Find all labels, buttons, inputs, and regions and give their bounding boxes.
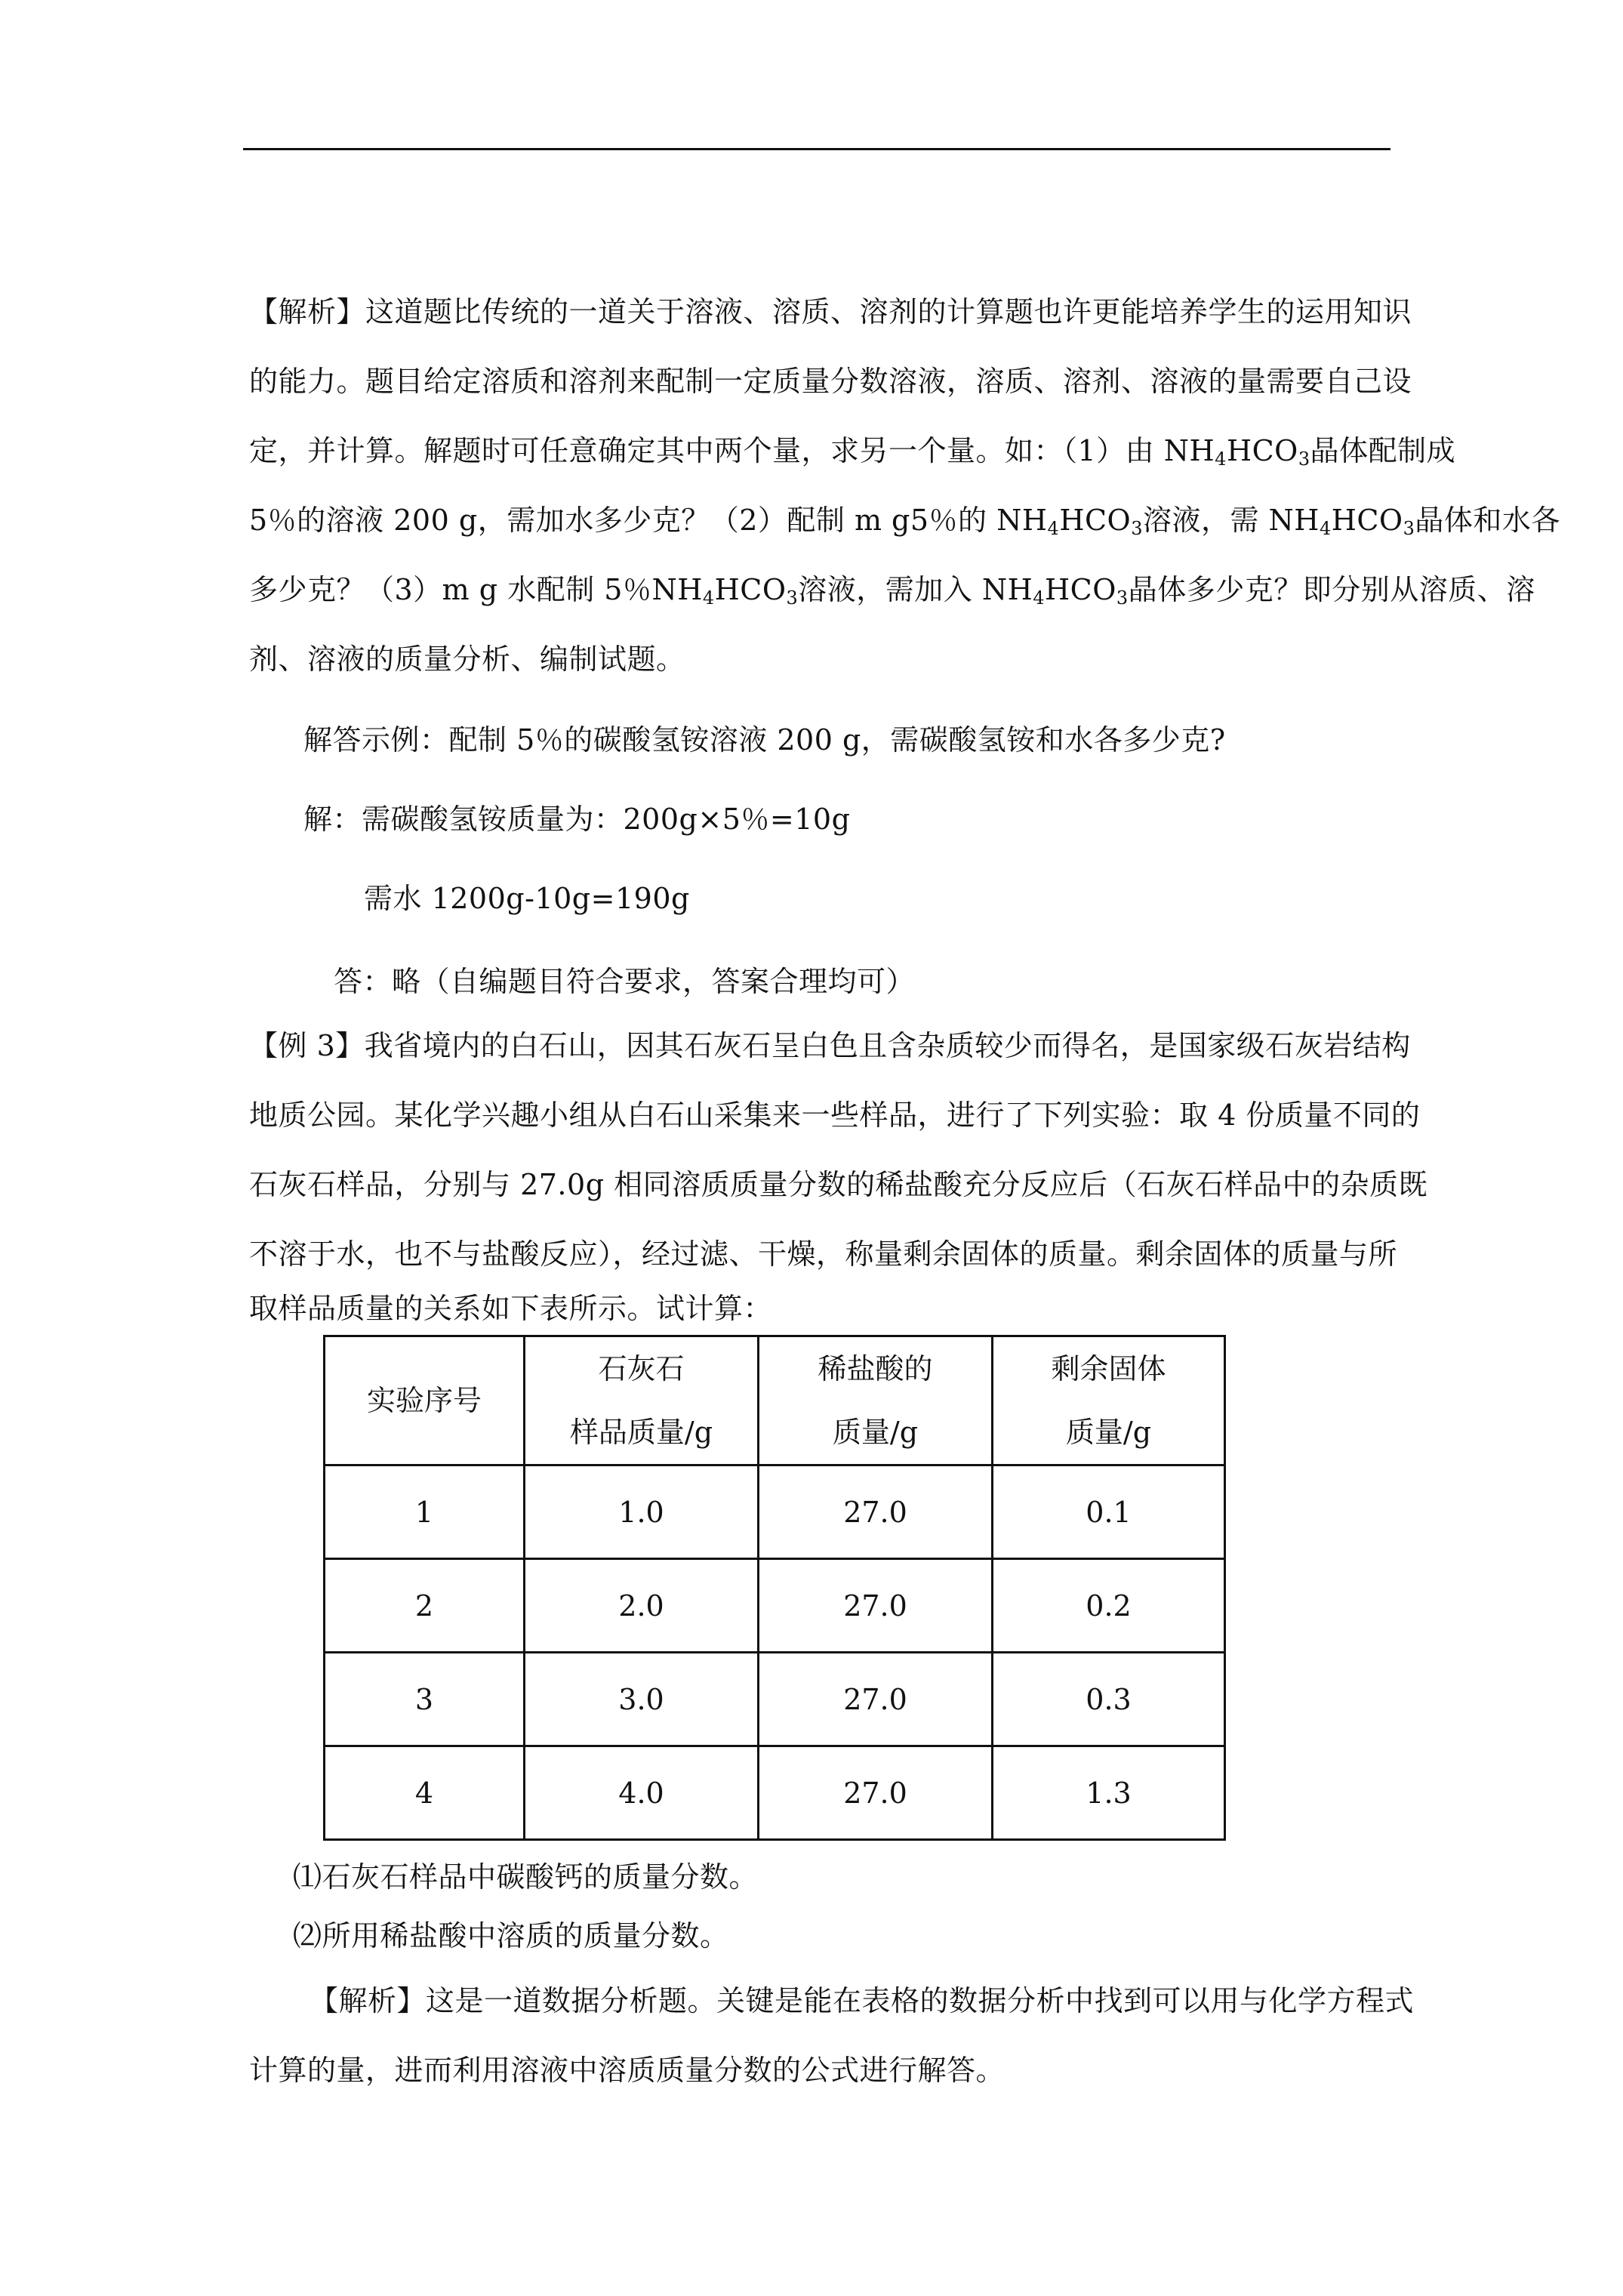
header-rule	[243, 148, 1390, 150]
table-cell: 1	[325, 1465, 525, 1559]
table-cell: 2.0	[525, 1559, 759, 1653]
header-cell: 石灰石 样品质量/g	[525, 1336, 759, 1465]
table-row	[325, 1653, 1225, 1746]
table-cell: 0.1	[993, 1465, 1225, 1559]
table-cell: 27.0	[759, 1746, 993, 1840]
table-cell: 1.3	[993, 1746, 1225, 1840]
table-cell: 27.0	[759, 1653, 993, 1746]
example3-line-2: 地质公园。某化学兴趣小组从白石山采集来一些样品，进行了下列实验：取 4 份质量不同的	[249, 1099, 1421, 1132]
table-cell: 27.0	[759, 1465, 993, 1559]
intro-line-2: 的能力。题目给定溶质和溶剂来配制一定质量分数溶液，溶质、溶剂、溶液的量需要自己设	[249, 365, 1412, 398]
example3-line-4: 不溶于水，也不与盐酸反应），经过滤、干燥，称量剩余固体的质量。剩余固体的质量与所	[249, 1237, 1398, 1271]
analysis2-line-2: 计算的量，进而利用溶液中溶质质量分数的公式进行解答。	[249, 2054, 1006, 2087]
header-cell: 实验序号	[325, 1336, 525, 1465]
example3-line-5: 取样品质量的关系如下表所示。试计算：	[249, 1292, 773, 1325]
solution-step-2: 需水 1200g-10g=190g	[364, 882, 690, 915]
intro-line-4: 5％的溶液 200 g，需加水多少克？（2）配制 m g5％的 $NH_4HCO_3$溶液，需 $NH_4HCO_3$晶体和水各	[249, 504, 1560, 539]
table-cell: 27.0	[759, 1559, 993, 1653]
solution-example: 解答示例：配制 5％的碳酸氢铵溶液 200 g，需碳酸氢铵和水各多少克?	[303, 723, 1226, 757]
table-cell: 1.0	[525, 1465, 759, 1559]
table-row	[325, 1746, 1225, 1840]
table-cell: 3	[325, 1653, 525, 1746]
intro-line-1: 【解析】这道题比传统的一道关于溶液、溶质、溶剂的计算题也许更能培养学生的运用知识	[249, 295, 1412, 328]
example3-line-1: 【例 3】我省境内的白石山，因其石灰石呈白色且含杂质较少而得名，是国家级石灰岩结构	[249, 1029, 1411, 1062]
table-cell: 4	[325, 1746, 525, 1840]
header-cell: 剩余固体 质量/g	[993, 1336, 1225, 1465]
table-cell: 3.0	[525, 1653, 759, 1746]
table-row	[325, 1559, 1225, 1653]
table-header-row	[325, 1336, 1225, 1465]
question-1: ⑴石灰石样品中碳酸钙的质量分数。	[293, 1860, 759, 1894]
solution-step-1: 解：需碳酸氢铵质量为：200g×5％=10g	[303, 803, 851, 836]
intro-line-6: 剂、溶液的质量分析、编制试题。	[249, 643, 685, 676]
intro-line-3: 定，并计算。解题时可任意确定其中两个量，求另一个量。如：（1）由 $NH_4HCO_3$晶体配制成	[249, 434, 1456, 470]
solution-answer: 答：略（自编题目符合要求，答案合理均可）	[334, 965, 916, 998]
table-row	[325, 1465, 1225, 1559]
table-cell: 4.0	[525, 1746, 759, 1840]
analysis2-line-1: 【解析】这是一道数据分析题。关键是能在表格的数据分析中找到可以用与化学方程式	[310, 1984, 1415, 2017]
data-table	[323, 1335, 1226, 1841]
table-cell: 2	[325, 1559, 525, 1653]
table-cell: 0.3	[993, 1653, 1225, 1746]
intro-line-5: 多少克？（3）m g 水配制 5％$NH_4HCO_3$溶液，需加入 $NH_4HCO_3$晶体多少克？即分别从溶质、溶	[249, 573, 1535, 609]
header-cell: 稀盐酸的 质量/g	[759, 1336, 993, 1465]
example3-line-3: 石灰石样品，分别与 27.0g 相同溶质质量分数的稀盐酸充分反应后（石灰石样品中的杂质既	[249, 1168, 1428, 1201]
question-2: ⑵所用稀盐酸中溶质的质量分数。	[293, 1919, 729, 1952]
table-cell: 0.2	[993, 1559, 1225, 1653]
